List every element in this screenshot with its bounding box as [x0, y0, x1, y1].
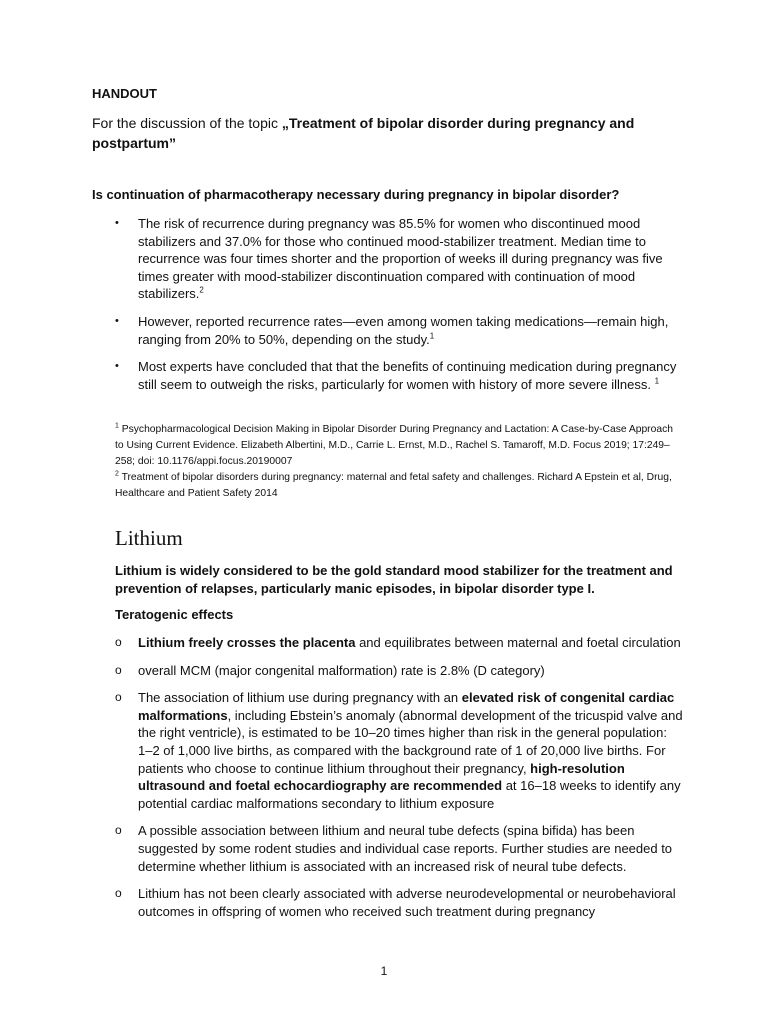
- section-question: Is continuation of pharmacotherapy necessary during pregnancy in bipolar disorder?: [92, 187, 620, 202]
- topic-title: „Treatment of bipolar disorder during pregnancy and postpartum”: [92, 115, 635, 151]
- bullet-mark: o: [115, 662, 122, 677]
- text-run: overall MCM (major congenital malformation) rate is 2.8% (D category): [138, 662, 545, 678]
- bold-text: high-resolution ultrasound and foetal echocardiography are recommended: [138, 760, 625, 794]
- lithium-intro: Lithium is widely considered to be the gold standard mood stabilizer for the treatment and prevention of relapses, particularly manic episodes, in bipolar disorder type I.: [115, 563, 673, 596]
- reference-number: 2: [115, 470, 119, 478]
- recurrence-bullet-list: [115, 215, 685, 403]
- bullet-mark: •: [115, 314, 119, 327]
- list-item: [115, 689, 685, 812]
- list-item: [115, 358, 685, 393]
- bullet-text: However, reported recurrence rates—even among women taking medications—remain high, ranging from 20% to 50%, depending on the study.: [138, 313, 669, 347]
- bold-text: Lithium freely crosses the placenta: [138, 635, 356, 650]
- list-item: [115, 822, 685, 875]
- list-item: [115, 215, 685, 303]
- lithium-heading: Lithium: [115, 526, 183, 550]
- text-run: at 16–18 weeks to identify any potential cardiac malformations secondary to lithium exposure: [138, 778, 681, 811]
- teratogenic-subheading: Teratogenic effects: [115, 607, 234, 622]
- handout-label: HANDOUT: [92, 86, 157, 101]
- bullet-mark: o: [115, 635, 122, 649]
- bullet-mark: o: [115, 823, 122, 838]
- reference-number: 1: [115, 422, 119, 430]
- list-item: [115, 662, 685, 680]
- footnote-ref: 1: [654, 376, 660, 386]
- footnote-ref: 2: [199, 286, 204, 296]
- list-item: [115, 885, 685, 920]
- bullet-text: The risk of recurrence during pregnancy was 85.5% for women who discontinued mood stabilizers and 37.0% for those who continued mood-stabilizer treatment. Median time to recurrence was four times shorter and the proportion of weeks ill during pregnancy was five times greater with mood-stabilizer discontinuation compared with continuation of mood stabilizers.: [138, 216, 663, 302]
- text-run: Lithium has not been clearly associated with adverse neurodevelopmental or neurobehavioral outcomes in offspring of women who received such treatment during pregnancy: [138, 886, 676, 919]
- bullet-mark: o: [115, 690, 122, 705]
- text-run: The association of lithium use during pregnancy with an: [138, 690, 462, 706]
- reference-item: [115, 422, 680, 470]
- text-run: and equilibrates between maternal and foetal circulation: [355, 635, 681, 650]
- bold-text: elevated risk of congenital cardiac malformations: [138, 690, 675, 723]
- reference-text: Treatment of bipolar disorders during pregnancy: maternal and fetal safety and challenges. Richard A Epstein et al, Drug, Healthcare and Patient Safety 2014: [115, 472, 672, 499]
- text-run: , including Ebstein’s anomaly (abnormal development of the tricuspid valve and the right ventricle), is estimated to be 10–20 times higher than risk in the general population: 1–2 of 1,000 live births, as compared with the background rate of 1 of 20,000 live births. For patients who choose to continue lithium throughout their pregnancy,: [138, 707, 683, 776]
- bullet-text: Most experts have concluded that that the benefits of continuing medication during pregnancy still seem to outweigh the risks, particularly for women with history of more severe illness.: [138, 359, 677, 392]
- reference-text: Psychopharmacological Decision Making in Bipolar Disorder During Pregnancy and Lactation: A Case-by-Case Approach to Using Current Evidence. Elizabeth Albertini, M.D., Carrie L. Ernst, M.D., Rachel S. Tamaroff, M.D. Focus 2019; 17:249–258; doi: 10.1176/appi.focus.20190007: [115, 424, 673, 467]
- list-item: [115, 634, 685, 652]
- list-item: [115, 313, 685, 348]
- reference-item: [115, 470, 680, 502]
- topic-line: [92, 113, 672, 153]
- text-run: A possible association between lithium and neural tube defects (spina bifida) has been suggested by some rodent studies and individual case reports. Further studies are needed to determine whether lithium is associated with an increased risk of neural tube defects.: [138, 823, 673, 874]
- page-number: 1: [380, 964, 388, 978]
- bullet-mark: •: [115, 360, 119, 373]
- bullet-mark: o: [115, 886, 122, 901]
- topic-prefix: For the discussion of the topic: [92, 115, 282, 131]
- references: [115, 422, 680, 502]
- teratogenic-effects-list: [115, 634, 685, 930]
- footnote-ref: 1: [429, 331, 435, 341]
- bullet-mark: •: [115, 217, 119, 229]
